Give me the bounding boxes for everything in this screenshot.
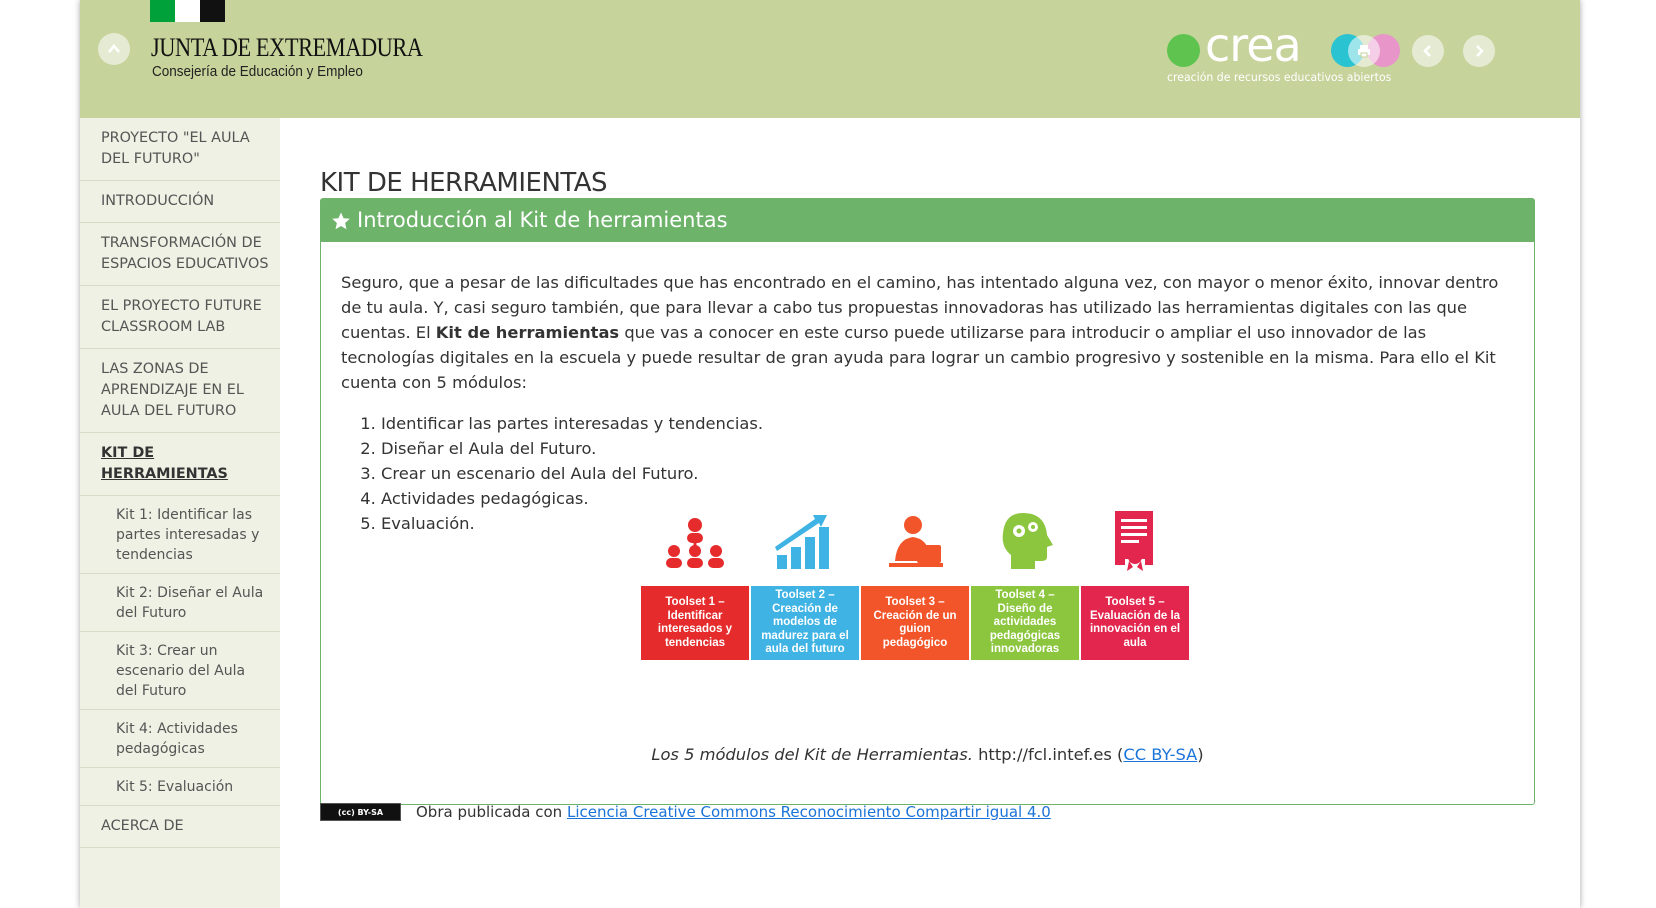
sidebar-item-acerca-de[interactable]: ACERCA DE [80,806,280,848]
toolset-4 [971,507,1079,667]
sidebar-item-zonas[interactable]: LAS ZONAS DE APRENDIZAJE EN EL AULA DEL FUTURO [80,349,280,433]
sidebar-item-transformacion[interactable]: TRANSFORMACIÓN DE ESPACIOS EDUCATIVOS [80,223,280,286]
org-subtitle: Consejería de Educación y Empleo [152,63,363,80]
sidebar-subitem-kit-5[interactable]: Kit 5: Evaluación [80,768,280,806]
list-item: 1. Identificar las partes interesadas y tendencias. [381,411,1511,436]
extremadura-flag [150,0,225,22]
print-button[interactable] [1348,35,1380,67]
intro-paragraph: Seguro, que a pesar de las dificultades que has encontrado en el camino, has intentado alguna vez, con mayor o menor éxito, innovar dentro de tu aula. Y, casi seguro también, que para llevar a cabo tus propuestas innovadoras has utilizado las herramientas digitales con las que cuentas. El Kit de herramientas que vas a conocer en este curso puede utilizarse para introducir o ampliar el uso innovador de las tecnologías digitales en la escuela y puede resultar de gran ayuda para lograr un cambio progresivo y sostenible en la misma. Para ello el Kit cuenta con 5 módulos: [341,273,1499,392]
toolset-3 [861,507,969,667]
toolset-2-label: Toolset 2 – Creación de modelos de madurez para el aula del futuro [751,586,859,660]
collapse-up-button[interactable] [98,33,130,65]
sidebar-subitem-kit-3[interactable]: Kit 3: Crear un escenario del Aula del Futuro [80,632,280,710]
list-item: 3. Crear un escenario del Aula del Futuro. [381,461,1511,486]
star-icon [331,211,351,231]
sidebar-item-kit-active[interactable]: KIT DE HERRAMIENTAS [80,433,280,496]
toolsets-figure [641,507,1221,667]
page-title: KIT DE HERRAMIENTAS [320,168,608,199]
list-item: 2. Diseñar el Aula del Futuro. [381,436,1511,461]
intro-box-header [321,199,1534,242]
toolset-1 [641,507,749,667]
toolset-1-label: Toolset 1 – Identificar interesados y tendencias [641,586,749,660]
list-item: 5. Evaluación. [381,511,1511,536]
cc-by-sa-link[interactable]: CC BY-SA [1123,745,1198,764]
list-item: 4. Actividades pedagógicas. [381,486,1511,511]
sidebar-subitem-kit-2[interactable]: Kit 2: Diseñar el Aula del Futuro [80,574,280,632]
toolset-5-label: Toolset 5 – Evaluación de la innovación en el aula [1081,586,1189,660]
intro-box-title: Introducción al Kit de herramientas [357,208,728,232]
print-icon [1356,43,1372,59]
sidebar-item-future-classroom[interactable]: EL PROYECTO FUTURE CLASSROOM LAB [80,286,280,349]
chevron-right-icon [1471,43,1487,59]
cc-license-badge[interactable]: (cc) BY-SA [320,803,401,821]
chevron-left-icon [1420,43,1436,59]
certificate-icon [1081,507,1189,587]
sidebar-subitem-kit-4[interactable]: Kit 4: Actividades pedagógicas [80,710,280,768]
license-footer: (cc) BY-SA Obra publicada con Licencia Creative Commons Reconocimiento Compartir igual 4.0 [320,800,1320,824]
sidebar-item-proyecto[interactable]: PROYECTO "EL AULA DEL FUTURO" [80,118,280,181]
intro-box [320,198,1535,805]
sidebar-subitem-kit-1[interactable]: Kit 1: Identificar las partes interesadas y tendencias [80,496,280,574]
chevron-up-icon [106,41,122,57]
next-page-button[interactable] [1463,35,1495,67]
license-link[interactable]: Licencia Creative Commons Reconocimiento Compartir igual 4.0 [566,803,1051,821]
kit-bold-text: Kit de herramientas [435,323,620,342]
head-gears-icon [971,507,1079,587]
previous-page-button[interactable] [1412,35,1444,67]
crea-logo [1167,18,1417,88]
intro-box-body [341,270,1511,536]
growth-chart-icon [751,507,859,587]
crea-logo-tagline: creación de recursos educativos abiertos [1167,70,1392,84]
crea-logo-word: crea [1205,18,1301,72]
toolset-5 [1081,507,1189,667]
sidebar-nav [80,118,280,908]
teacher-laptop-icon [861,507,969,587]
header [80,0,1580,118]
org-title: JUNTA DE EXTREMADURA [151,33,423,62]
toolset-2 [751,507,859,667]
page [80,0,1580,908]
figure-caption: Los 5 módulos del Kit de Herramientas. http://fcl.intef.es (CC BY-SA) [651,745,1204,764]
stakeholders-icon [641,507,749,587]
toolset-4-label: Toolset 4 – Diseño de actividades pedagógicas innovadoras [971,586,1079,660]
sidebar-item-introduccion[interactable]: INTRODUCCIÓN [80,181,280,223]
toolset-3-label: Toolset 3 – Creación de un guion pedagógico [861,586,969,660]
